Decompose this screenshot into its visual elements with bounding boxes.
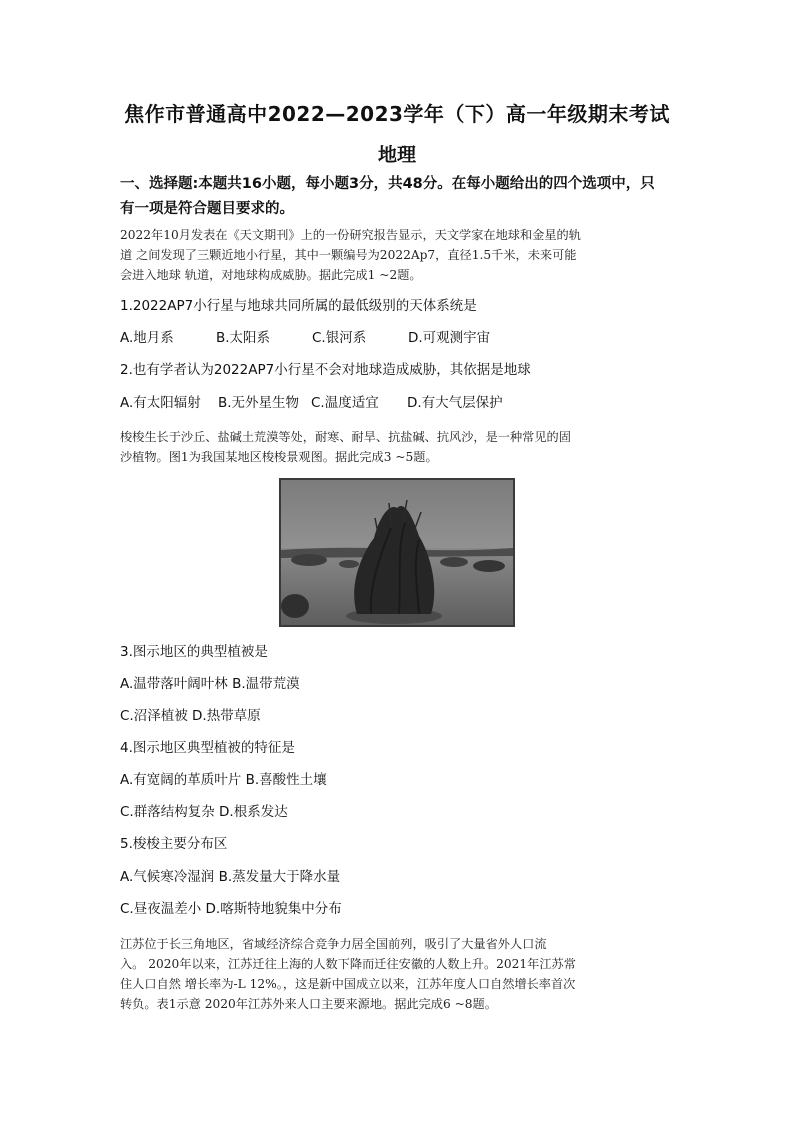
- passage-line: 入。 2020年以来，江苏迁往上海的人数下降而迁往安徽的人数上升。2021年江苏常: [120, 957, 576, 971]
- question-3-options-ab: A.温带落叶阔叶林 B.温带荒漠: [120, 676, 300, 692]
- option-d: D.有大气层保护: [407, 395, 503, 411]
- passage-line: 道 之间发现了三颗近地小行星，其中一颗编号为2022Ap7，直径1.5千米，未来可能: [120, 248, 577, 262]
- section-heading: [120, 172, 680, 222]
- question-4-stem: 4.图示地区典型植被的特征是: [120, 740, 295, 756]
- saxaul-landscape-photo: [279, 478, 515, 627]
- passage-line: 江苏位于长三角地区，省域经济综合竞争力居全国前列，吸引了大量省外人口流: [120, 937, 547, 951]
- question-4-options-cd: C.群落结构复杂 D.根系发达: [120, 804, 288, 820]
- question-1-options: [120, 328, 680, 348]
- question-4-options-ab: A.有宽阔的革质叶片 B.喜酸性土壤: [120, 772, 327, 788]
- question-5-options-cd: C.昼夜温差小 D.喀斯特地貌集中分布: [120, 901, 342, 917]
- question-5-options-ab: A.气候寒冷湿润 B.蒸发量大于降水量: [120, 869, 341, 885]
- passage-line: 住人口自然 增长率为-L 12%。，这是新中国成立以来，江苏年度人口自然增长率首次: [120, 977, 576, 991]
- option-d: D.可观测宇宙: [408, 330, 491, 346]
- passage-line: 转负。表1示意 2020年江苏外来人口主要来源地。据此完成6 ~8题。: [120, 997, 497, 1011]
- passage-line: 梭梭生长于沙丘、盐碱土荒漠等处，耐寒、耐旱、抗盐碱、抗风沙，是一种常见的固: [120, 430, 571, 444]
- page-title: 焦作市普通高中2022—2023学年（下）高一年级期末考试: [124, 102, 670, 126]
- option-b: B.太阳系: [216, 330, 271, 346]
- question-3-options-cd: C.沼泽植被 D.热带草原: [120, 708, 261, 724]
- question-3-stem: 3.图示地区的典型植被是: [120, 644, 268, 660]
- option-c: C.银河系: [312, 330, 367, 346]
- passage-asteroid: [120, 225, 680, 285]
- question-1-stem: 1.2022AP7小行星与地球共同所属的最低级别的天体系统是: [120, 298, 477, 314]
- question-5-stem: 5.梭梭主要分布区: [120, 836, 228, 852]
- section-heading-line: 一、选择题:本题共16小题，每小题3分，共48分。在每小题给出的四个选项中，只: [120, 176, 655, 192]
- option-c: C.温度适宜: [311, 395, 379, 411]
- passage-line: 沙植物。图1为我国某地区梭梭景观图。据此完成3 ~5题。: [120, 450, 438, 464]
- question-2-stem: 2.也有学者认为2022AP7小行星不会对地球造成威胁，其依据是地球: [120, 362, 531, 378]
- passage-saxaul: [120, 427, 680, 467]
- section-heading-line: 有一项是符合题目要求的。: [120, 201, 294, 217]
- passage-line: 会进入地球 轨道，对地球构成威胁。据此完成1 ~2题。: [120, 268, 422, 282]
- passage-line: 2022年10月发表在《天文期刊》上的一份研究报告显示，天文学家在地球和金星的轨: [120, 228, 581, 242]
- passage-jiangsu: [120, 934, 680, 1014]
- subject-title: 地理: [377, 144, 416, 166]
- option-a: A.地月系: [120, 330, 174, 346]
- question-2-options: [120, 393, 680, 413]
- option-b: B.无外星生物: [218, 395, 300, 411]
- option-a: A.有太阳辐射: [120, 395, 201, 411]
